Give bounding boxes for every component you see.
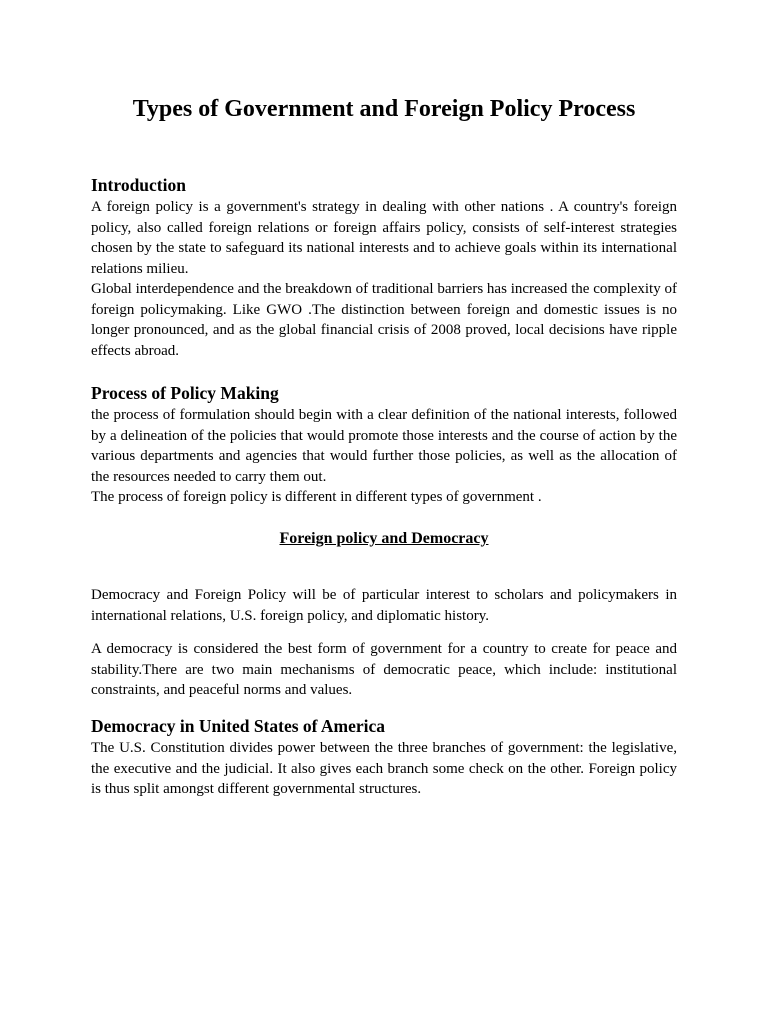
section-heading-introduction: Introduction [91, 175, 186, 195]
document-title: Types of Government and Foreign Policy Process [132, 96, 636, 122]
paragraph: The U.S. Constitution divides power between the three branches of government: the legislative, the executive and the judicial. It also gives each branch some check on the other. Foreign policy is thus split amongst different governmental structures. [91, 740, 677, 798]
section-heading-foreign-policy-and-democracy: Foreign policy and Democracy [279, 530, 489, 547]
paragraph: The process of foreign policy is different in different types of government . [91, 489, 542, 505]
section-heading-democracy-in-united-states: Democracy in United States of America [91, 716, 386, 736]
section-heading-process-of-policy-making: Process of Policy Making [91, 383, 279, 403]
paragraph: Global interdependence and the breakdown of traditional barriers has increased the complexity of foreign policymaking. Like GWO .The distinction between foreign and domestic issues is no longer pronounced, and as the global financial crisis of 2008 proved, local decisions have ripple effects abroad. [91, 281, 677, 359]
paragraph: A democracy is considered the best form of government for a country to create for peace and stability.There are two main mechanisms of democratic peace, which include: institutional constraints, and peaceful norms and values. [91, 641, 677, 699]
paragraph: Democracy and Foreign Policy will be of particular interest to scholars and policymakers in international relations, U.S. foreign policy, and diplomatic history. [91, 587, 677, 624]
paragraph: the process of formulation should begin with a clear definition of the national interests, followed by a delineation of the policies that would promote those interests and the course of action by the various departments and agencies that would further those policies, as well as the allocation of the resources needed to carry them out. [91, 407, 677, 485]
paragraph: A foreign policy is a government's strategy in dealing with other nations . A country's foreign policy, also called foreign relations or foreign affairs policy, consists of self-interest strategies chosen by the state to safeguard its national interests and to achieve goals within its international relations milieu. [91, 199, 677, 277]
